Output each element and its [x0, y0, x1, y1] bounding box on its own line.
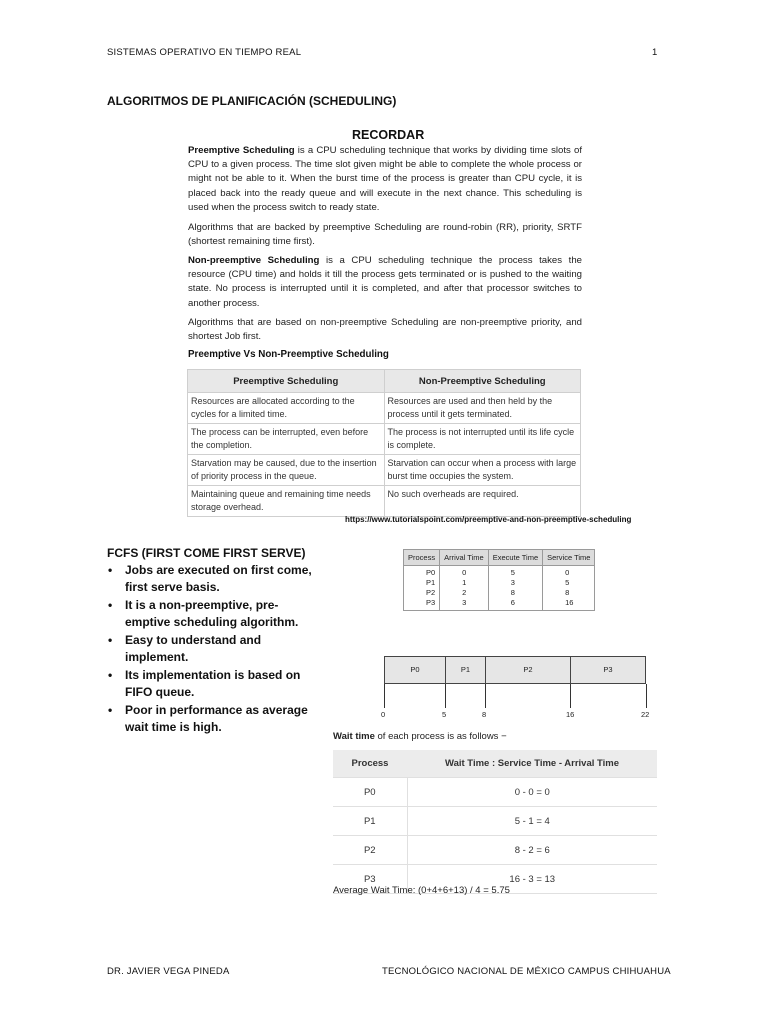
- fcfs-title: FCFS (FIRST COME FIRST SERVE): [107, 546, 306, 560]
- table-cell: Maintaining queue and remaining time needs storage overhead.: [188, 486, 385, 517]
- table-cell: P1: [404, 578, 440, 588]
- list-item: • Poor in performance as average wait time is high.: [107, 702, 312, 736]
- gantt-block-p3: P3: [570, 656, 646, 684]
- wait-time-caption: [333, 731, 507, 742]
- page-title: ALGORITMOS DE PLANIFICACIÓN (SCHEDULING): [107, 94, 397, 108]
- list-item: • Easy to understand and implement.: [107, 632, 312, 666]
- table-row: [404, 578, 595, 588]
- non-preemptive-paragraph: [188, 254, 582, 311]
- table-cell: 6: [488, 598, 542, 611]
- gantt-tick-label: 16: [566, 710, 575, 719]
- non-preemptive-description: is a CPU scheduling technique the process takes the resource (CPU time) and holds it till the process gets terminated or is pushed to the waiting state. No process is interrupted until it is completed, and after that processor switches to another process.: [188, 255, 582, 309]
- gantt-tick: [445, 684, 446, 708]
- table-cell: 16: [543, 598, 595, 611]
- running-header: SISTEMAS OPERATIVO EN TIEMPO REAL: [107, 47, 302, 58]
- table-cell: 8 - 2 = 6: [407, 836, 657, 865]
- table-cell: 16 - 3 = 13: [407, 865, 657, 894]
- gantt-block-p1: P1: [445, 656, 486, 684]
- table-cell: P3: [333, 865, 407, 894]
- table-cell: The process can be interrupted, even before the completion.: [188, 424, 385, 455]
- comparison-header-non-preemptive: Non-Preemptive Scheduling: [384, 370, 581, 393]
- execute-time-header: Execute Time: [488, 550, 542, 566]
- table-cell: 5: [488, 566, 542, 579]
- table-cell: 5 - 1 = 4: [407, 807, 657, 836]
- preemptive-term: Preemptive Scheduling: [188, 145, 295, 156]
- gantt-tick: [570, 684, 571, 708]
- service-time-header: Service Time: [543, 550, 595, 566]
- table-cell: 0: [543, 566, 595, 579]
- wait-formula-header: Wait Time : Service Time - Arrival Time: [407, 750, 657, 778]
- table-cell: 5: [543, 578, 595, 588]
- footer-institution: TECNOLÓGICO NACIONAL DE MÉXICO CAMPUS CHIHUAHUA: [382, 966, 671, 977]
- table-cell: 3: [488, 578, 542, 588]
- section-heading-recordar: RECORDAR: [352, 128, 425, 142]
- table-cell: P2: [404, 588, 440, 598]
- gantt-tick: [485, 684, 486, 708]
- table-cell: 0: [440, 566, 489, 579]
- average-wait-time: Average Wait Time: (0+4+6+13) / 4 = 5.75: [333, 885, 510, 896]
- process-table: [403, 549, 595, 611]
- table-cell: Resources are used and then held by the process until it gets terminated.: [384, 393, 581, 424]
- gantt-tick-label: 0: [381, 710, 386, 719]
- table-cell: 0 - 0 = 0: [407, 778, 657, 807]
- table-row: [333, 836, 657, 865]
- wait-time-table: [333, 750, 657, 894]
- gantt-block-p2: P2: [485, 656, 571, 684]
- non-preemptive-term: Non-preemptive Scheduling: [188, 255, 320, 266]
- wait-time-term: Wait time: [333, 731, 375, 742]
- source-url: https://www.tutorialspoint.com/preemptive-and-non-preemptive-scheduling: [345, 515, 632, 524]
- table-row: [404, 598, 595, 611]
- table-cell: 8: [488, 588, 542, 598]
- table-cell: Starvation may be caused, due to the insertion of priority process in the queue.: [188, 455, 385, 486]
- table-row: [404, 566, 595, 579]
- table-row: [333, 778, 657, 807]
- arrival-time-header: Arrival Time: [440, 550, 489, 566]
- gantt-block-p0: P0: [384, 656, 446, 684]
- table-cell: P0: [404, 566, 440, 579]
- non-preemptive-algorithms-paragraph: Algorithms that are based on non-preemptive Scheduling are non-preemptive priority, and shortest Job first.: [188, 317, 582, 343]
- table-cell: No such overheads are required.: [384, 486, 581, 517]
- table-row: [188, 486, 581, 517]
- preemptive-description: is a CPU scheduling technique that works by dividing time slots of CPU to a given process. The time slot given might be able to complete the whole process or might not be able to it. When the burst time of the process is greater than CPU cycle, it is placed back into the ready queue and will execute in the next chance. This scheduling is used when the process switch to ready state.: [188, 145, 583, 213]
- wait-time-caption-rest: of each process is as follows −: [374, 731, 507, 742]
- gantt-tick-label: 5: [442, 710, 447, 719]
- preemptive-paragraph: [188, 144, 582, 215]
- gantt-tick-label: 8: [482, 710, 487, 719]
- list-item: • It is a non-preemptive, pre-emptive scheduling algorithm.: [107, 597, 312, 631]
- comparison-header-preemptive: Preemptive Scheduling: [188, 370, 385, 393]
- table-cell: 2: [440, 588, 489, 598]
- table-cell: The process is not interrupted until its life cycle is complete.: [384, 424, 581, 455]
- comparison-heading: Preemptive Vs Non-Preemptive Scheduling: [188, 349, 389, 360]
- table-row: [188, 424, 581, 455]
- table-cell: 8: [543, 588, 595, 598]
- table-row: [404, 588, 595, 598]
- comparison-table: [187, 369, 581, 517]
- table-row: [188, 455, 581, 486]
- gantt-tick: [646, 684, 647, 708]
- process-header: Process: [404, 550, 440, 566]
- table-cell: Starvation can occur when a process with large burst time occupies the system.: [384, 455, 581, 486]
- fcfs-bullet-list: [107, 562, 312, 737]
- list-item: • Jobs are executed on first come, first serve basis.: [107, 562, 312, 596]
- table-cell: P2: [333, 836, 407, 865]
- table-cell: P0: [333, 778, 407, 807]
- table-cell: P3: [404, 598, 440, 611]
- gantt-tick: [384, 684, 385, 708]
- table-cell: 1: [440, 578, 489, 588]
- list-item: • Its implementation is based on FIFO queue.: [107, 667, 312, 701]
- table-cell: P1: [333, 807, 407, 836]
- page-number: 1: [652, 47, 658, 58]
- gantt-tick-label: 22: [641, 710, 650, 719]
- table-row: [333, 807, 657, 836]
- wait-process-header: Process: [333, 750, 407, 778]
- table-row: [188, 393, 581, 424]
- footer-author: DR. JAVIER VEGA PINEDA: [107, 966, 230, 977]
- preemptive-algorithms-paragraph: Algorithms that are backed by preemptive Scheduling are round-robin (RR), priority, SRTF (shortest remaining time first).: [188, 222, 582, 248]
- table-cell: Resources are allocated according to the cycles for a limited time.: [188, 393, 385, 424]
- table-cell: 3: [440, 598, 489, 611]
